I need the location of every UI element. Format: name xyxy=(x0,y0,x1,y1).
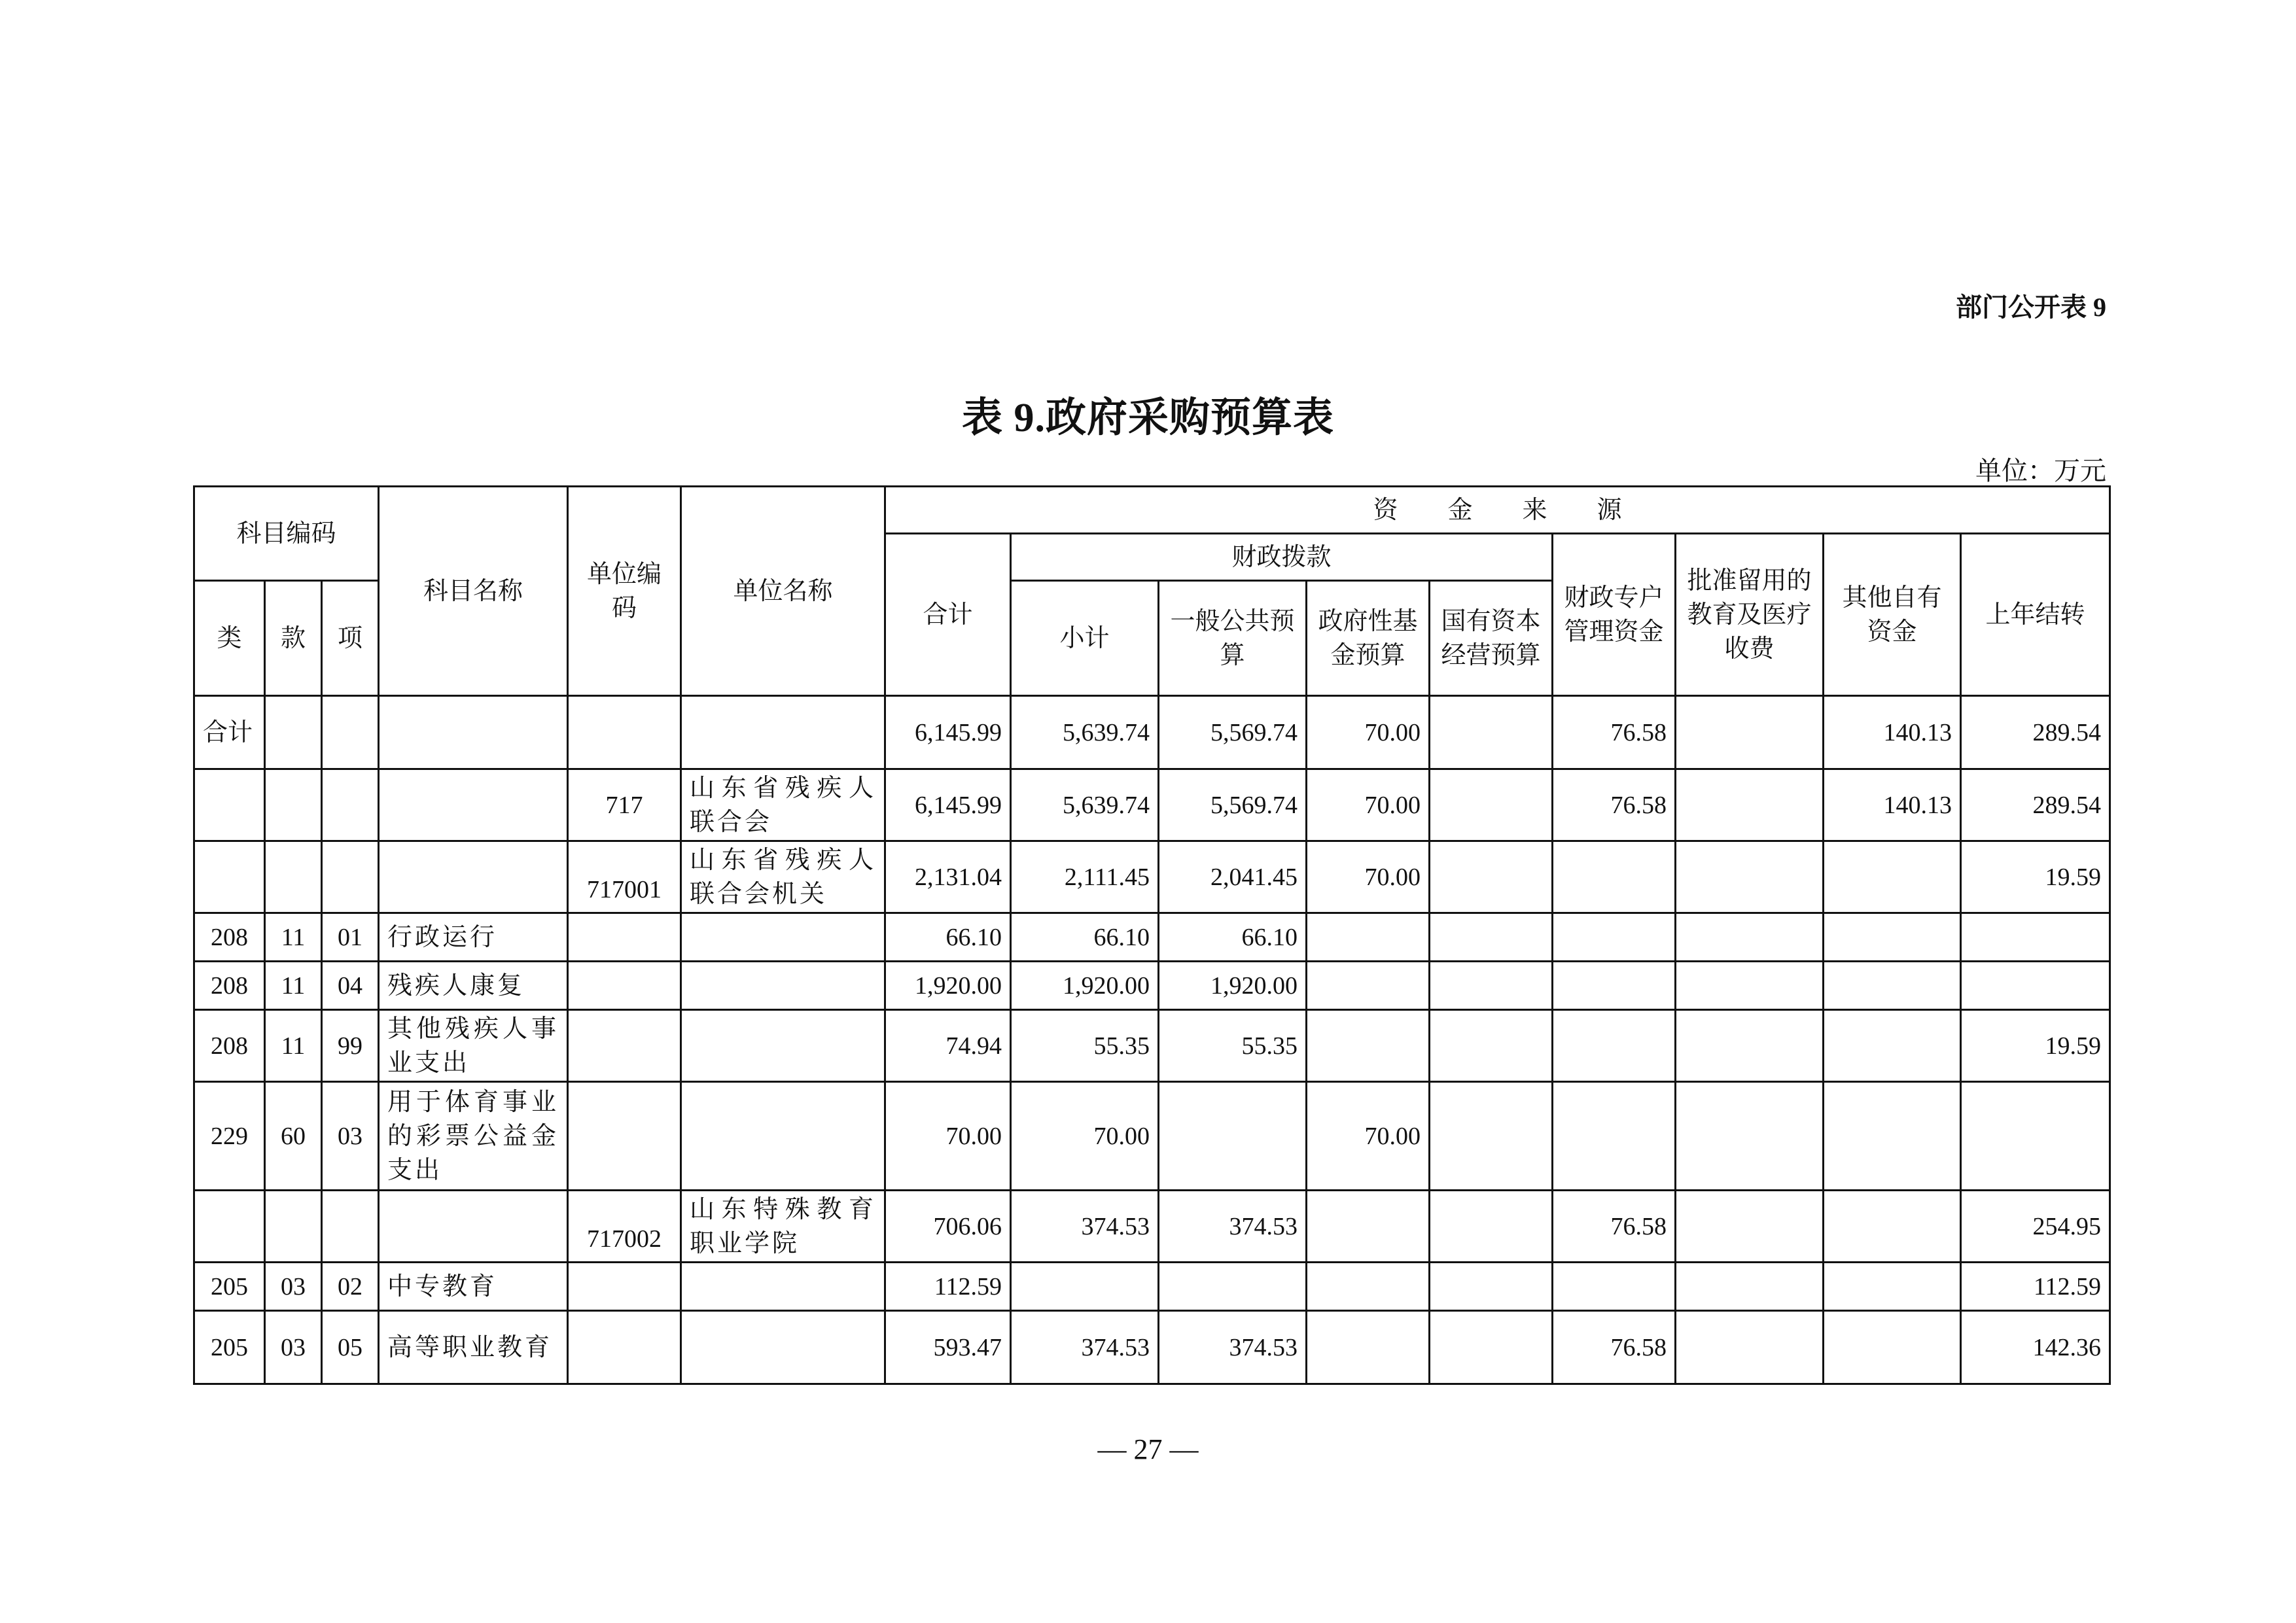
cell-lei: 229 xyxy=(194,1082,265,1191)
cell-name xyxy=(379,1191,568,1263)
cell-special: 76.58 xyxy=(1553,1311,1676,1384)
cell-subtotal: 374.53 xyxy=(1011,1311,1159,1384)
cell-edu xyxy=(1676,1082,1824,1191)
cell-gov-fund xyxy=(1307,1191,1430,1263)
cell-kuan: 03 xyxy=(265,1263,322,1311)
cell-edu xyxy=(1676,841,1824,913)
cell-general: 5,569.74 xyxy=(1159,696,1307,769)
cell-subtotal: 2,111.45 xyxy=(1011,841,1159,913)
cell-state-capital xyxy=(1430,696,1553,769)
cell-subtotal: 55.35 xyxy=(1011,1010,1159,1082)
cell-uname xyxy=(681,913,885,962)
cell-name: 用于体育事业的彩票公益金支出 xyxy=(379,1082,568,1191)
cell-ucode xyxy=(568,962,681,1010)
cell-total: 66.10 xyxy=(885,913,1011,962)
table-row xyxy=(194,1010,2110,1082)
cell-subtotal: 1,920.00 xyxy=(1011,962,1159,1010)
cell-special xyxy=(1553,1263,1676,1311)
cell-total: 74.94 xyxy=(885,1010,1011,1082)
cell-total: 70.00 xyxy=(885,1082,1011,1191)
cell-ucode xyxy=(568,1311,681,1384)
cell-lei xyxy=(194,769,265,841)
cell-xiang: 03 xyxy=(322,1082,379,1191)
cell-carry: 19.59 xyxy=(1961,841,2110,913)
cell-gov-fund xyxy=(1307,1010,1430,1082)
cell-gov-fund xyxy=(1307,1311,1430,1384)
header-subject-code: 科目编码 xyxy=(194,487,379,581)
cell-kuan: 11 xyxy=(265,1010,322,1082)
cell-gov-fund: 70.00 xyxy=(1307,841,1430,913)
header-unit-code: 单位编码 xyxy=(568,487,681,696)
cell-special: 76.58 xyxy=(1553,1191,1676,1263)
header-unit-name: 单位名称 xyxy=(681,487,885,696)
cell-name xyxy=(379,841,568,913)
cell-state-capital xyxy=(1430,841,1553,913)
header-special-account: 财政专户管理资金 xyxy=(1553,534,1676,696)
cell-state-capital xyxy=(1430,962,1553,1010)
cell-name: 残疾人康复 xyxy=(379,962,568,1010)
cell-total: 6,145.99 xyxy=(885,769,1011,841)
cell-general xyxy=(1159,1082,1307,1191)
cell-lei: 208 xyxy=(194,962,265,1010)
header-xiang: 项 xyxy=(322,581,379,696)
cell-kuan xyxy=(265,696,322,769)
header-edu-medical: 批准留用的教育及医疗收费 xyxy=(1676,534,1824,696)
cell-name xyxy=(379,696,568,769)
cell-kuan xyxy=(265,1191,322,1263)
header-carryover: 上年结转 xyxy=(1961,534,2110,696)
header-lei: 类 xyxy=(194,581,265,696)
cell-edu xyxy=(1676,1191,1824,1263)
cell-kuan: 11 xyxy=(265,962,322,1010)
cell-general: 374.53 xyxy=(1159,1311,1307,1384)
header-gov-fund: 政府性基金预算 xyxy=(1307,581,1430,696)
cell-xiang: 04 xyxy=(322,962,379,1010)
cell-subtotal: 66.10 xyxy=(1011,913,1159,962)
cell-xiang xyxy=(322,696,379,769)
cell-general: 66.10 xyxy=(1159,913,1307,962)
header-kuan: 款 xyxy=(265,581,322,696)
cell-carry: 289.54 xyxy=(1961,769,2110,841)
cell-uname xyxy=(681,1311,885,1384)
unit-label: 单位：万元 xyxy=(1975,456,2106,485)
cell-special: 76.58 xyxy=(1553,696,1676,769)
cell-kuan xyxy=(265,769,322,841)
cell-gov-fund: 70.00 xyxy=(1307,696,1430,769)
cell-uname: 山东省残疾人联合会机关 xyxy=(681,841,885,913)
table-tag: 部门公开表 9 xyxy=(1956,292,2106,322)
cell-ucode: 717 xyxy=(568,769,681,841)
cell-edu xyxy=(1676,962,1824,1010)
table-row xyxy=(194,1311,2110,1384)
cell-edu xyxy=(1676,696,1824,769)
header-subtotal: 小计 xyxy=(1011,581,1159,696)
cell-name: 中专教育 xyxy=(379,1263,568,1311)
cell-subtotal: 70.00 xyxy=(1011,1082,1159,1191)
table-row xyxy=(194,769,2110,841)
cell-carry xyxy=(1961,913,2110,962)
cell-uname: 山东省残疾人联合会 xyxy=(681,769,885,841)
cell-general: 2,041.45 xyxy=(1159,841,1307,913)
cell-edu xyxy=(1676,913,1824,962)
cell-special xyxy=(1553,841,1676,913)
cell-other xyxy=(1824,1191,1961,1263)
cell-general: 5,569.74 xyxy=(1159,769,1307,841)
cell-gov-fund: 70.00 xyxy=(1307,769,1430,841)
cell-carry: 289.54 xyxy=(1961,696,2110,769)
cell-lei: 208 xyxy=(194,913,265,962)
cell-other xyxy=(1824,1082,1961,1191)
cell-name: 其他残疾人事业支出 xyxy=(379,1010,568,1082)
cell-subtotal: 5,639.74 xyxy=(1011,696,1159,769)
cell-state-capital xyxy=(1430,1191,1553,1263)
cell-carry xyxy=(1961,1082,2110,1191)
cell-gov-fund xyxy=(1307,1263,1430,1311)
table-row xyxy=(194,1082,2110,1191)
cell-total: 1,920.00 xyxy=(885,962,1011,1010)
cell-carry: 19.59 xyxy=(1961,1010,2110,1082)
cell-other xyxy=(1824,841,1961,913)
cell-uname: 山东特殊教育职业学院 xyxy=(681,1191,885,1263)
cell-uname xyxy=(681,1010,885,1082)
cell-total: 6,145.99 xyxy=(885,696,1011,769)
cell-ucode xyxy=(568,1010,681,1082)
procurement-budget-table xyxy=(193,485,2111,1385)
table-row xyxy=(194,913,2110,962)
table-row xyxy=(194,841,2110,913)
cell-special xyxy=(1553,1010,1676,1082)
cell-kuan: 03 xyxy=(265,1311,322,1384)
cell-total: 112.59 xyxy=(885,1263,1011,1311)
cell-xiang xyxy=(322,1191,379,1263)
cell-special xyxy=(1553,913,1676,962)
cell-edu xyxy=(1676,1311,1824,1384)
cell-xiang xyxy=(322,841,379,913)
cell-carry xyxy=(1961,962,2110,1010)
cell-ucode xyxy=(568,1263,681,1311)
cell-xiang: 99 xyxy=(322,1010,379,1082)
cell-general xyxy=(1159,1263,1307,1311)
page-title: 表 9.政府采购预算表 xyxy=(961,396,1334,440)
header-fund-source: 资 金 来 源 xyxy=(885,487,2110,534)
cell-state-capital xyxy=(1430,1311,1553,1384)
cell-edu xyxy=(1676,1263,1824,1311)
cell-lei: 205 xyxy=(194,1311,265,1384)
cell-uname xyxy=(681,1263,885,1311)
page-number: — 27 — xyxy=(1097,1433,1199,1465)
table-row xyxy=(194,962,2110,1010)
table-row xyxy=(194,1191,2110,1263)
header-general: 一般公共预算 xyxy=(1159,581,1307,696)
table-row xyxy=(194,1263,2110,1311)
header-subject-name: 科目名称 xyxy=(379,487,568,696)
cell-carry: 142.36 xyxy=(1961,1311,2110,1384)
cell-uname xyxy=(681,1082,885,1191)
cell-carry: 254.95 xyxy=(1961,1191,2110,1263)
cell-lei xyxy=(194,1191,265,1263)
table-row xyxy=(194,696,2110,769)
table-body xyxy=(194,696,2110,1384)
cell-other xyxy=(1824,1010,1961,1082)
cell-ucode xyxy=(568,913,681,962)
cell-gov-fund: 70.00 xyxy=(1307,1082,1430,1191)
cell-other xyxy=(1824,1311,1961,1384)
cell-ucode xyxy=(568,696,681,769)
cell-ucode xyxy=(568,1082,681,1191)
cell-kuan: 60 xyxy=(265,1082,322,1191)
cell-other xyxy=(1824,962,1961,1010)
cell-name xyxy=(379,769,568,841)
cell-general: 374.53 xyxy=(1159,1191,1307,1263)
cell-subtotal: 374.53 xyxy=(1011,1191,1159,1263)
cell-special xyxy=(1553,962,1676,1010)
cell-state-capital xyxy=(1430,1010,1553,1082)
cell-subtotal xyxy=(1011,1263,1159,1311)
cell-ucode: 717002 xyxy=(568,1191,681,1263)
cell-uname xyxy=(681,962,885,1010)
cell-other: 140.13 xyxy=(1824,696,1961,769)
cell-lei xyxy=(194,841,265,913)
cell-xiang: 01 xyxy=(322,913,379,962)
cell-total: 593.47 xyxy=(885,1311,1011,1384)
cell-xiang: 05 xyxy=(322,1311,379,1384)
cell-edu xyxy=(1676,769,1824,841)
cell-special: 76.58 xyxy=(1553,769,1676,841)
cell-kuan: 11 xyxy=(265,913,322,962)
header-total: 合计 xyxy=(885,534,1011,696)
cell-xiang xyxy=(322,769,379,841)
cell-special xyxy=(1553,1082,1676,1191)
header-state-capital: 国有资本经营预算 xyxy=(1430,581,1553,696)
cell-edu xyxy=(1676,1010,1824,1082)
cell-other xyxy=(1824,1263,1961,1311)
header-fiscal: 财政拨款 xyxy=(1011,534,1553,581)
cell-name: 高等职业教育 xyxy=(379,1311,568,1384)
cell-xiang: 02 xyxy=(322,1263,379,1311)
cell-lei: 205 xyxy=(194,1263,265,1311)
cell-name: 行政运行 xyxy=(379,913,568,962)
cell-state-capital xyxy=(1430,769,1553,841)
cell-total: 2,131.04 xyxy=(885,841,1011,913)
cell-subtotal: 5,639.74 xyxy=(1011,769,1159,841)
cell-state-capital xyxy=(1430,1082,1553,1191)
cell-carry: 112.59 xyxy=(1961,1263,2110,1311)
cell-general: 55.35 xyxy=(1159,1010,1307,1082)
cell-state-capital xyxy=(1430,913,1553,962)
cell-gov-fund xyxy=(1307,962,1430,1010)
header-other-own: 其他自有资金 xyxy=(1824,534,1961,696)
cell-uname xyxy=(681,696,885,769)
cell-kuan xyxy=(265,841,322,913)
cell-state-capital xyxy=(1430,1263,1553,1311)
cell-general: 1,920.00 xyxy=(1159,962,1307,1010)
cell-total: 706.06 xyxy=(885,1191,1011,1263)
cell-other: 140.13 xyxy=(1824,769,1961,841)
cell-gov-fund xyxy=(1307,913,1430,962)
cell-lei: 合计 xyxy=(194,696,265,769)
cell-lei: 208 xyxy=(194,1010,265,1082)
cell-other xyxy=(1824,913,1961,962)
cell-ucode: 717001 xyxy=(568,841,681,913)
